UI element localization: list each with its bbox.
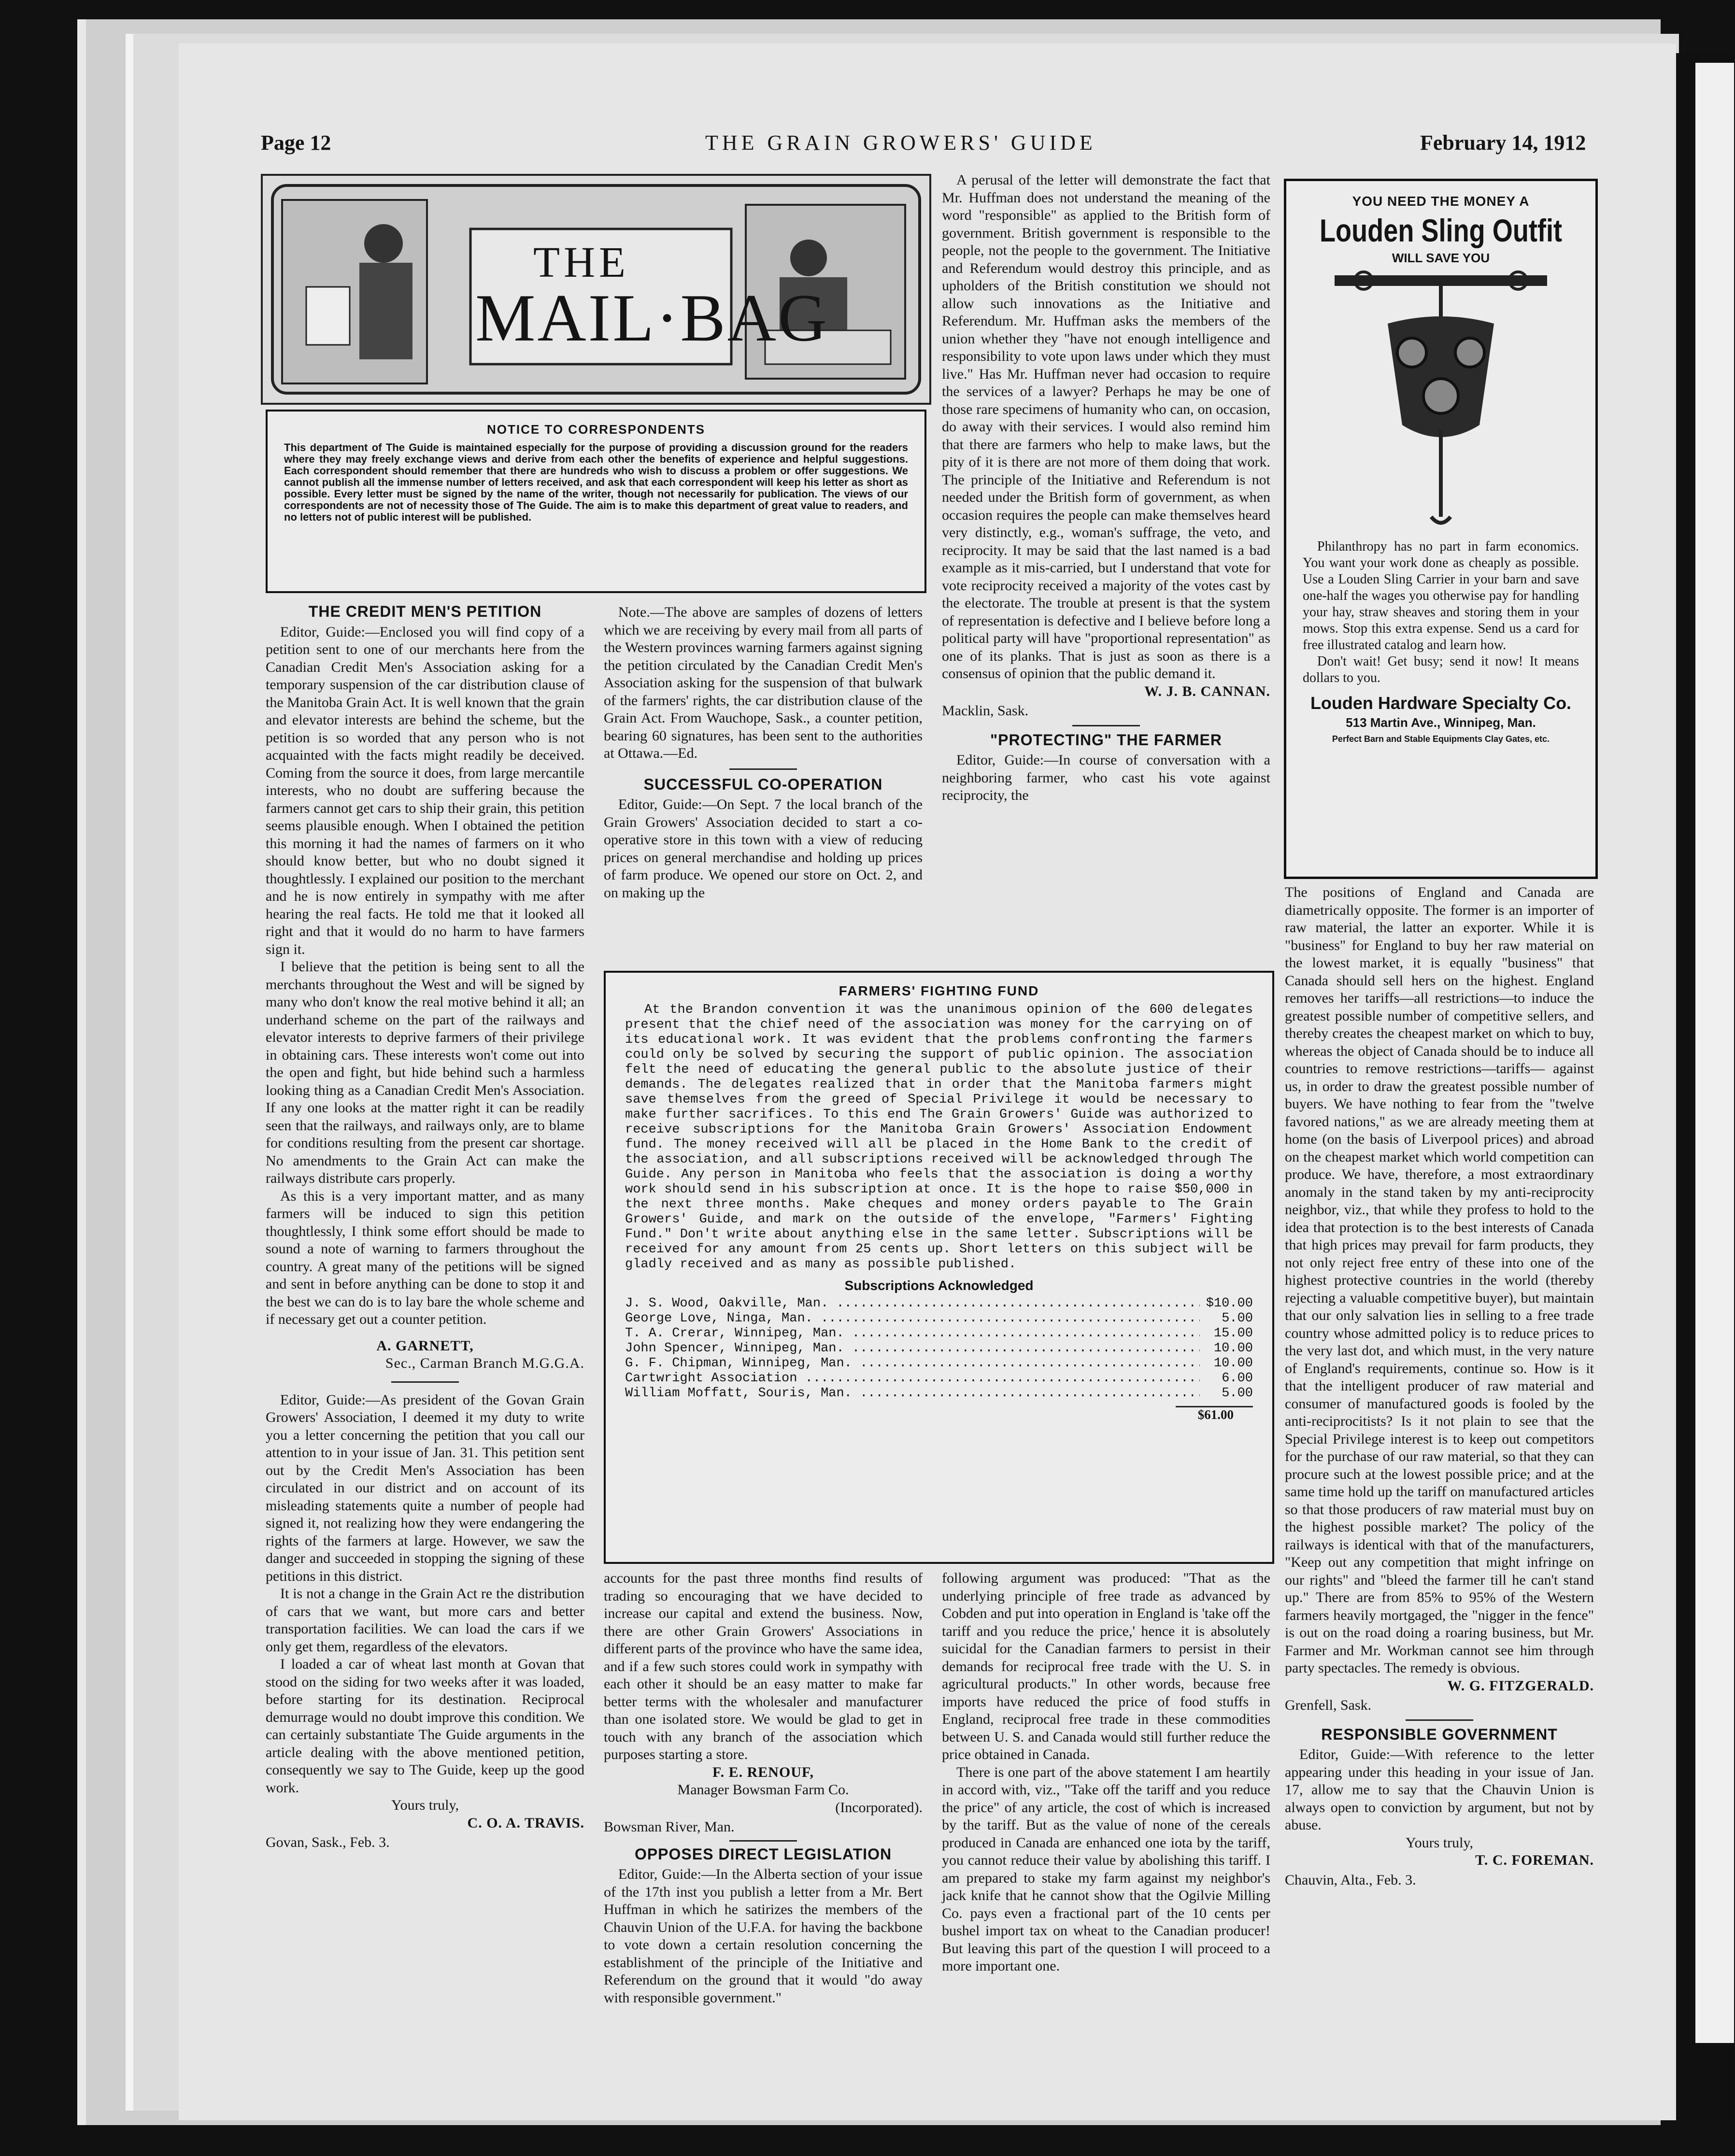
credit-mens-petition-title: THE CREDIT MEN'S PETITION xyxy=(308,603,542,620)
subscription-row: George Love, Ninga, Man. ..... 5.00 xyxy=(625,1311,1253,1326)
responsible-government-title: RESPONSIBLE GOVERNMENT xyxy=(1321,1725,1558,1743)
paragraph: A perusal of the letter will demonstrate the fact that Mr. Huffman does not understand the meaning of the word "responsible" as applied to the British form of government. British government is responsible to the people, not the people to the government. The Initiative and Referendum would destroy this principle, and as upholders of the British constitution we should not allow such innovations as the Initiative and Referendum. Mr. Huffman asks the members of the union whether they "have not enough intelligence and responsibility to vote upon laws under which they must live." Has Mr. Huffman never had occasion to require the services of a lawyer? Perhaps he may be one of those rare specimens of humanity who can, on occasion, do away with their services. I would also remind him that there are farmers who help to make laws, but the pity of it is there are not more of them doing that work. The principle of the Initiative and Referendum is not needed under the British form of government, as when occasion requires the people can make themselves heard very distinctly, e.g., woman's suffrage, the veto, and reciprocity. It may be said that the last named is a bad example as it mis-carried, but I understand that vote for vote reciprocity received a majority of the votes cast by the electorate. The trouble at present is that the system of representation is defective and I believe before long a political party will have "proportional representation" as one of its planks. That is just as soon as there is a consensus of opinion that the public demand it. xyxy=(942,172,1270,681)
signature-garnett: A. GARNETT, xyxy=(376,1337,474,1354)
closing: Yours truly, xyxy=(1405,1834,1474,1851)
ad-line-1: YOU NEED THE MONEY A xyxy=(1352,194,1530,209)
paragraph: accounts for the past three months find results of trading so encouraging that we have decided to increase our capital and extend the business. Now, there are other Grain Growers' Associations in different parts of the province who have the same idea, and if a few such stores could work in sympathy with each other it should be an easy matter to make far better terms with the wholesaler and manufacturer than one isolated store. We would be glad to get in touch with any branch of the association which purposes starting a store. xyxy=(604,1570,923,1762)
column-2-lower xyxy=(604,1570,923,2007)
subscription-row: John Spencer, Winnipeg, Man. ..... 10.00 xyxy=(625,1341,1253,1356)
signature-foreman: T. C. FOREMAN. xyxy=(1475,1852,1594,1868)
signature-fitzgerald: W. G. FITZGERALD. xyxy=(1447,1677,1594,1694)
louden-advertisement xyxy=(1284,179,1598,879)
paragraph: The positions of England and Canada are diametrically opposite. The former is an importer of raw material, the latter an exporter. While it is "business" for England to buy her raw material on the lowest market, it is equally "business" that Canada should sell hers on the highest. England removes her tariffs—all restrictions—to induce the greatest possible number of competitive sellers, and thereby creates the cheapest market on which to buy, whereas the object of Canada should be to induce all countries to remove restrictions—tariffs— against us, in order to draw the greatest possible number of buyers. We have nothing to fear from the "twelve favored nations," as we are already meeting them at home (on the basis of Liverpool prices) and abroad on the cheapest market which world competition can produce. We have, therefore, a most extraordinary anomaly in the stand taken by my anti-reciprocity neighbor, viz., that while they profess to hold to the idea that protection is to the best interests of Canada that high prices may prevail for farm products, they not only reject free entry of these into one of the highest protective countries in the world (thereby rejecting a valuable competitive buyer), but maintain that our only salvation lies in selling to a free trade country whose admitted policy is to reduce prices to the very last dot, and which must, in the very nature of England's requirements, continue so. How is it that the intelligent producer of raw material and consumer of manufactured goods is fooled by the anti-reciprocitists? Is it not plain to see that the Special Privilege interest is to keep out competitors for the purchase of our raw material, so that they can procure such at the lowest possible price; and at the same time hold up the tariff on manufactured articles so that those producers of raw material must buy on the highest possible market? The policy of the railways is identical with that of the manufacturers, "Keep out any competition that might infringe on our rights" and "bleed the farmer till he can't stand up." There are from 85% to 95% of the Western farmers heavily mortgaged, the "nigger in the fence" is out on the road doing a roaring business, but Mr. Farmer and Mr. Workman cannot see him through party spectacles. The remedy is obvious. xyxy=(1285,884,1594,1676)
paragraph: I loaded a car of wheat last month at Govan that stood on the siding for two weeks after it was loaded, before starting for its destination. Reciprocal demurrage would no doubt improve this condition. We can certainly substantiate The Guide arguments in the article dealing with the above mentioned petition, consequently we say to The Guide, keep up the good work. xyxy=(266,1656,584,1796)
divider xyxy=(729,768,797,770)
ad-address: 513 Martin Ave., Winnipeg, Man. xyxy=(1346,715,1536,730)
paragraph: Editor, Guide:—On Sept. 7 the local branch of the Grain Growers' Association decided to start a co-operative store in this town with a view of reducing prices on general merchandise and holding up prices of farm produce. We opened our store on Oct. 2, and on making up the xyxy=(604,796,923,901)
protecting-farmer-title: "PROTECTING" THE FARMER xyxy=(990,731,1222,749)
ad-small-print: Perfect Barn and Stable Equipments Clay Gates, etc. xyxy=(1332,734,1550,744)
mail-bag-banner xyxy=(261,174,931,405)
paragraph: Editor, Guide:—As president of the Govan Grain Growers' Association, I deemed it my duty to write you a letter concerning the petition that you call our attention to in your issue of Jan. 31. This petition sent out by the Credit Men's Association has been circulated in our district and on account of its misleading statements quite a number of people had signed it, not realizing how they were endangering the rights of the farmers at large. However, we saw the danger and succeeded in stopping the signing of these petitions in this district. xyxy=(266,1391,584,1584)
divider xyxy=(1406,1719,1473,1721)
paragraph: I believe that the petition is being sent to all the merchants throughout the West and will be signed by many who don't know the real motive behind it all; an underhand scheme on the part of the railways and elevator interests to deprive farmers of their privilege in obtaining cars. These interests won't come out into the open and fight, but hide behind such a harmless looking thing as a Canadian Credit Men's Association. If any one looks at the matter right it can be readily seen that the railways, and railways only, are to blame for conditions resulting from the present car shortage. No amendments to the Grain Act can make the railways distribute cars properly. xyxy=(266,959,584,1186)
ad-body: Philanthropy has no part in farm economics. You want your work done as cheaply as possible. Use a Louden Sling Carrier in your barn and save one-half the wages you otherwise pay for handling your hay, straw sheaves and storing them in your mows. Stop this extra expense. Send us a card for free illustrated catalog and learn how. xyxy=(1303,539,1579,652)
paragraph: Editor, Guide:—With reference to the letter appearing under this heading in your issue of Jan. 17, allow me to say that the Chauvin Union is always open to conviction by argument, but not by abuse. xyxy=(1285,1746,1594,1833)
ad-headline: Louden Sling Outfit xyxy=(1319,213,1563,248)
column-3-upper xyxy=(942,171,1270,805)
paragraph: As this is a very important matter, and as many farmers will be induced to sign this petition thoughtlessly, I think some effort should be made to sound a note of warning to farmers throughout the country. A great many of the petitions will be signed and sent in before anything can be done to stop it and the best we can do is to lay bare the whole scheme and if necessary get out a counter petition. xyxy=(266,1188,584,1327)
dateline: Grenfell, Sask. xyxy=(1285,1697,1372,1713)
fund-body: At the Brandon convention it was the unanimous opinion of the 600 delegates present that the chief need of the association was money for the carrying on of its educational work. It was evident that the problems confronting the farmers could only be solved by securing the support of public opinion. The association felt the need of educating the general public to the absolute justice of their demands. The delegates realized that in order that the Manitoba farmers might save themselves from the greed of Special Privilege it would be necessary to make further sacrifices. To this end The Grain Growers' Guide was authorized to receive subscriptions for the Manitoba Grain Growers' Association Endowment fund. The money received will all be placed in the Home Bank to the credit of the association, and all subscriptions received will be acknowledged through The Guide. Any person in Manitoba who feels that the association is doing a worthy work should send in his subscription at once. It is the hope to raise $50,000 in the next three months. Make cheques and money orders payable to The Grain Growers' Guide, and mark on the outside of the envelope, "Farmers' Fighting Fund." Don't write about anything else in the same letter. Subscriptions will be received for any amount from 25 cents up. Short letters on this subject will be gladly received and as many as possible published. xyxy=(625,1003,1253,1272)
farmers-fighting-fund-box xyxy=(604,971,1274,1564)
dateline: Chauvin, Alta., Feb. 3. xyxy=(1285,1872,1416,1888)
issue-date: February 14, 1912 xyxy=(1420,131,1586,155)
dateline: Govan, Sask., Feb. 3. xyxy=(266,1834,390,1850)
dateline: Bowsman River, Man. xyxy=(604,1819,735,1835)
dateline: Macklin, Sask. xyxy=(942,703,1029,719)
subscriptions-title: Subscriptions Acknowledged xyxy=(844,1278,1034,1293)
sling-outfit-illustration xyxy=(1286,266,1595,536)
subscription-row: J. S. Wood, Oakville, Man. ..... $10.00 xyxy=(625,1296,1253,1311)
banner-the: THE xyxy=(533,239,629,286)
subscription-total: $61.00 xyxy=(1176,1406,1253,1422)
paragraph: It is not a change in the Grain Act re the distribution of cars that we want, but more cars and better transportation facilities. We can load the cars if we only get them, regardless of the elevators. xyxy=(266,1586,584,1655)
paragraph: Editor, Guide:—In course of conversation with a neighboring farmer, who cast his vote against reciprocity, the xyxy=(942,752,1270,803)
signature-incorporated: (Incorporated). xyxy=(835,1799,923,1816)
subscription-row: William Moffatt, Souris, Man. ..... 5.00 xyxy=(625,1386,1253,1401)
divider xyxy=(729,1840,797,1842)
signature-title: Sec., Carman Branch M.G.G.A. xyxy=(385,1355,584,1371)
notice-body: This department of The Guide is maintained especially for the purpose of providing a discussion ground for the readers where they may freely exchange views and derive from each other the benefits of experience and helpful suggestions. Each correspondent should remember that there are hundreds who wish to discuss a problem or offer suggestions. We cannot publish all the immense number of letters received, and ask that each correspondent will keep his letter as short as possible. Every letter must be signed by the name of the writer, though not necessarily for publication. The views of our correspondents are not of necessity those of The Guide. The aim is to make this department of great value to readers, and no letters not of public interest will be published. xyxy=(284,441,908,523)
column-2-upper xyxy=(604,604,923,902)
paragraph: Editor, Guide:—Enclosed you will find copy of a petition sent to one of our merchants here from the Canadian Credit Men's Association asking for a temporary suspension of the car distribution clause of the Manitoba Grain Act. It is well known that the grain and elevator interests are behind the scheme, but the petition is so worded that any person who is not acquainted with the facts might readily be deceived. Coming from the source it does, from large mercantile interests, who no doubt are suffering because the farmers cannot get cars to ship their grain, this petition seems plausible enough. When I obtained the petition this morning it had the names of farmers on it who should know better, but who no doubt signed it thoughtlessly. I explained our position to the merchant and he is now entirely in sympathy with me after hearing the real facts. He told me that it looked all right and that it would do no harm to have farmers sign it. xyxy=(266,624,584,957)
subscription-row: Cartwright Association ..... 6.00 xyxy=(625,1371,1253,1386)
signature-renouf: F. E. RENOUF, xyxy=(712,1764,814,1780)
opposes-direct-legislation-title: OPPOSES DIRECT LEGISLATION xyxy=(634,1845,892,1863)
notice-title: NOTICE TO CORRESPONDENTS xyxy=(486,422,705,437)
subscription-row: G. F. Chipman, Winnipeg, Man. ..... 10.00 xyxy=(625,1356,1253,1371)
notice-to-correspondents xyxy=(266,410,926,593)
masthead: THE GRAIN GROWERS' GUIDE xyxy=(705,131,1096,155)
next-page-edge xyxy=(1695,63,1734,2043)
page-number: Page 12 xyxy=(261,131,331,155)
column-4 xyxy=(1285,884,1594,1891)
subscription-row: T. A. Crerar, Winnipeg, Man. ..... 15.00 xyxy=(625,1326,1253,1341)
signature-cannan: W. J. B. CANNAN. xyxy=(1144,683,1270,699)
subscriptions-list xyxy=(606,1296,1272,1401)
ad-call-to-action: Don't wait! Get busy; send it now! It means dollars to you. xyxy=(1303,654,1579,685)
closing: Yours truly, xyxy=(391,1797,459,1813)
ad-line-3: WILL SAVE YOU xyxy=(1392,251,1490,265)
newspaper-page xyxy=(179,43,1676,2120)
paragraph: There is one part of the above statement I am heartily in accord with, viz., "Take off the tariff and you reduce the price" of any article, the cost of which is increased by the tariff. But as the value of none of the cereals produced in Canada are enhanced one iota by the tariff, you cannot reduce their value by abolishing this tariff. I am prepared to stake my farm against my neighbor's jack knife that he cannot show that the Ogilvie Milling Co. pays even a fractional part of the 10 cents per bushel import tax on wheat to the Canadian producer! But leaving this part of the question I will proceed to a more important one. xyxy=(942,1764,1270,1974)
divider xyxy=(391,1381,459,1383)
fund-title: FARMERS' FIGHTING FUND xyxy=(839,983,1039,998)
editor-note: Note.—The above are samples of dozens of letters which we are receiving by every mail from all parts of the Western provinces warning farmers against signing the petition circulated by the Canadian Credit Men's Association asking for the suspension of that bulwark of the farmers' rights, the car distribution clause of the Grain Act. From Wauchope, Sask., a counter petition, bearing 60 signatures, has been sent to the authorities at Ottawa.—Ed. xyxy=(604,604,923,761)
ad-company: Louden Hardware Specialty Co. xyxy=(1310,693,1572,713)
paragraph: Editor, Guide:—In the Alberta section of your issue of the 17th inst you publish a letter from a Mr. Bert Huffman in which he satirizes the members of the Chauvin Union of the U.F.A. for having the backbone to vote down a certain resolution concerning the establishment of the principle of the Initiative and Referendum on the ground that it would "do away with responsible government." xyxy=(604,1866,923,2006)
signature-travis: C. O. A. TRAVIS. xyxy=(467,1815,584,1831)
banner-mail-bag: MAIL·BAG xyxy=(475,281,829,355)
successful-cooperation-title: SUCCESSFUL CO-OPERATION xyxy=(643,775,883,793)
column-1 xyxy=(266,599,584,1854)
paragraph: following argument was produced: "That as the underlying principle of free trade as advanced by Cobden and put into operation in England is 'take off the tariff and you reduce the price,' hence it is absolutely suicidal for the Canadian farmers to persist in their demands for reciprocal free trade with the U. S. in agricultural products." In other words, because free imports have reduced the price of food stuffs in England, reciprocal free trade in these commodities between U. S. and Canada would still further reduce the price obtained in Canada. xyxy=(942,1570,1270,1762)
divider xyxy=(1072,725,1140,726)
column-3-lower xyxy=(942,1570,1270,1975)
signature-title: Manager Bowsman Farm Co. xyxy=(677,1782,849,1798)
